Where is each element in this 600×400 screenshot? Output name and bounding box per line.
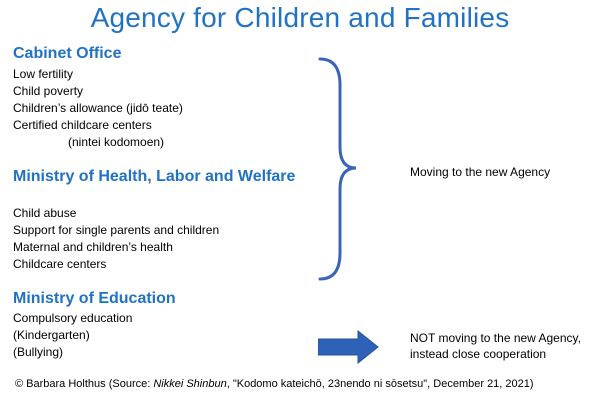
list-item: (nintei kodomoen) <box>68 135 165 149</box>
list-item: (Kindergarten) <box>13 328 90 342</box>
footer-prefix: © Barbara Holthus (Source: <box>15 378 154 390</box>
right-arrow-icon <box>318 330 380 364</box>
not-moving-line: instead close cooperation <box>410 347 547 361</box>
footer-credit <box>15 378 534 390</box>
footer-suffix: , "Kodomo kateichō, 23nendo ni sōsetsu", December 21, 2021) <box>226 378 534 390</box>
moving-label: Moving to the new Agency <box>410 165 551 179</box>
list-item: Child abuse <box>13 206 77 220</box>
list-item: (Bullying) <box>13 345 64 359</box>
curly-brace-icon <box>310 55 360 285</box>
list-item: Childcare centers <box>13 257 107 271</box>
list-item: Maternal and children’s health <box>13 240 173 254</box>
list-item: Certified childcare centers <box>13 118 152 132</box>
section-heading-education: Ministry of Education <box>13 290 176 307</box>
list-item: Child poverty <box>13 84 84 98</box>
section-heading-mhlw: Ministry of Health, Labor and Welfare <box>13 168 296 185</box>
list-item: Low fertility <box>13 67 74 81</box>
not-moving-line: NOT moving to the new Agency, <box>410 331 581 345</box>
list-item: Compulsory education <box>13 311 133 325</box>
list-item: Support for single parents and children <box>13 223 220 237</box>
list-item: Children’s allowance (jidō teate) <box>13 101 183 115</box>
not-moving-label <box>410 330 581 362</box>
footer-source: Nikkei Shinbun <box>153 378 227 390</box>
section-heading-cabinet-office: Cabinet Office <box>13 45 122 62</box>
page-title: Agency for Children and Families <box>90 2 510 33</box>
